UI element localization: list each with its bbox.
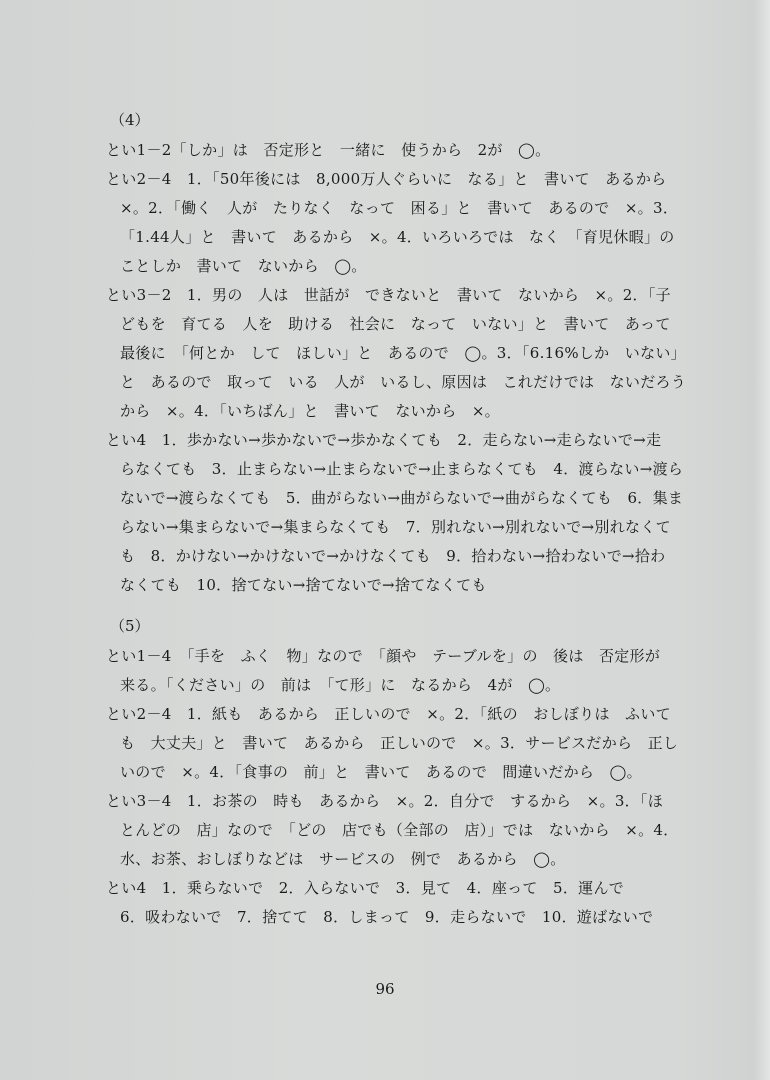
answer-line: とい4 1．乗らないで 2．入らないで 3．見て 4．座って 5．運んで — [106, 879, 625, 897]
page-edge — [754, 0, 770, 1080]
answer-line: とい3－2 1．男の 人は 世話が できないと 書いて ないから ×。2．「子 — [106, 286, 671, 304]
answer-line: から ×。4．「いちばん」と 書いて ないから ×。 — [120, 402, 500, 420]
page-number: 96 — [375, 980, 395, 998]
answer-line: とい1－4 「手を ふく 物」なので 「顔や テーブルを」の 後は 否定形が — [106, 647, 661, 665]
section-heading-5: （5） — [110, 617, 150, 635]
answer-line: 6．吸わないで 7．捨てて 8．しまって 9．走らないで 10．遊ばないで — [120, 908, 654, 926]
answer-line: 来る。「ください」の 前は 「て形」に なるから 4が ◯。 — [120, 676, 561, 694]
answer-line: らなくても 3．止まらない→止まらないで→止まらなくても 4．渡らない→渡ら — [120, 460, 684, 478]
answer-line: とい1－2「しか」は 否定形と 一緒に 使うから 2が ◯。 — [106, 141, 551, 159]
answer-line: 水、お茶、おしぼりなどは サービスの 例で あるから ◯。 — [120, 850, 566, 868]
answer-line: とんどの 店」なので 「どの 店でも（全部の 店）」では ないから ×。4． — [120, 821, 679, 839]
answer-line: ×。2．「働く 人が たりなく なって 困る」と 書いて あるので ×。3． — [120, 199, 679, 217]
answer-line: 「1.44人」と 書いて あるから ×。4．いろいろでは なく 「育児休暇」の — [120, 228, 675, 246]
answer-line: らない→集まらないで→集まらなくても 7．別れない→別れないで→別れなくて — [120, 518, 671, 536]
answer-line: なくても 10．捨てない→捨てないで→捨てなくても — [120, 576, 487, 594]
answer-line: も 8．かけない→かけないで→かけなくても 9．拾わない→拾わないで→拾わ — [120, 547, 666, 565]
answer-line: と あるので 取って いる 人が いるし、原因は これだけでは ないだろう — [120, 373, 687, 391]
answer-content — [106, 108, 696, 932]
answer-line: どもを 育てる 人を 助ける 社会に なって いない」と 書いて あって — [120, 315, 671, 333]
answer-line: とい4 1．歩かない→歩かないで→歩かなくても 2．走らない→走らないで→走 — [106, 431, 662, 449]
answer-line: も 大丈夫」と 書いて あるから 正しいので ×。3．サービスだから 正し — [120, 734, 679, 752]
answer-line: ないで→渡らなくても 5．曲がらない→曲がらないで→曲がらなくても 6．集ま — [120, 489, 684, 507]
answer-line: いので ×。4．「食事の 前」と 書いて あるので 間違いだから ◯。 — [120, 763, 642, 781]
answer-line: 最後に 「何とか して ほしい」と あるので ◯。3．「6.16%しか いない」 — [120, 344, 686, 362]
answer-line: とい3－4 1．お茶の 時も あるから ×。2．自分で するから ×。3．「ほ — [106, 792, 664, 810]
answer-line: とい2－4 1．「50年後には 8,000万人ぐらいに なる」と 書いて あるから — [106, 170, 667, 188]
answer-line: とい2－4 1．紙も あるから 正しいので ×。2．「紙の おしぼりは ふいて — [106, 705, 671, 723]
section-heading-4: （4） — [110, 111, 150, 129]
answer-line: ことしか 書いて ないから ◯。 — [120, 257, 367, 275]
